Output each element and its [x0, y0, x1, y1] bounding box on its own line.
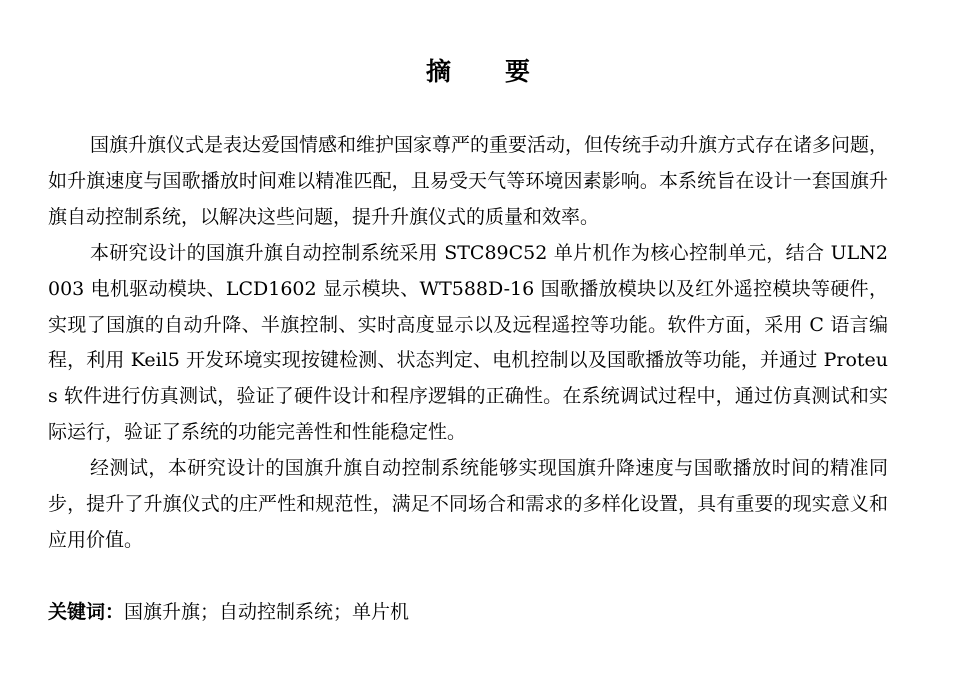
- abstract-body: [48, 128, 888, 559]
- abstract-paragraph: 国旗升旗仪式是表达爱国情感和维护国家尊严的重要活动，但传统手动升旗方式存在诸多问题，如升旗速度与国歌播放时间难以精准匹配，且易受天气等环境因素影响。本系统旨在设计一套国旗升旗自动控制系统，以解决这些问题，提升升旗仪式的质量和效率。: [48, 134, 889, 228]
- keywords-line: [48, 595, 888, 629]
- page-title: [0, 52, 956, 92]
- keywords-text: 国旗升旗；自动控制系统；单片机: [124, 601, 410, 623]
- keywords-label: 关键词：: [48, 601, 125, 623]
- title-char-1: 摘: [425, 57, 451, 86]
- abstract-paragraph: 本研究设计的国旗升旗自动控制系统采用 STC89C52 单片机作为核心控制单元，结合 ULN2003 电机驱动模块、LCD1602 显示模块、WT588D-16 国歌播放模块以及红外遥控模块等硬件，实现了国旗的自动升降、半旗控制、实时高度显示以及远程遥控等功能。软件方面，采用 C 语言编程，利用 Keil5 开发环境实现按键检测、状态判定、电机控制以及国歌播放等功能，并通过 Proteus 软件进行仿真测试，验证了硬件设计和程序逻辑的正确性。在系统调试过程中，通过仿真测试和实际运行，验证了系统的功能完善性和性能稳定性。: [48, 241, 888, 444]
- abstract-paragraph: 经测试，本研究设计的国旗升旗自动控制系统能够实现国旗升降速度与国歌播放时间的精准同步，提升了升旗仪式的庄严性和规范性，满足不同场合和需求的多样化设置，具有重要的现实意义和应用价值。: [48, 457, 888, 551]
- title-char-2: 要: [505, 57, 531, 86]
